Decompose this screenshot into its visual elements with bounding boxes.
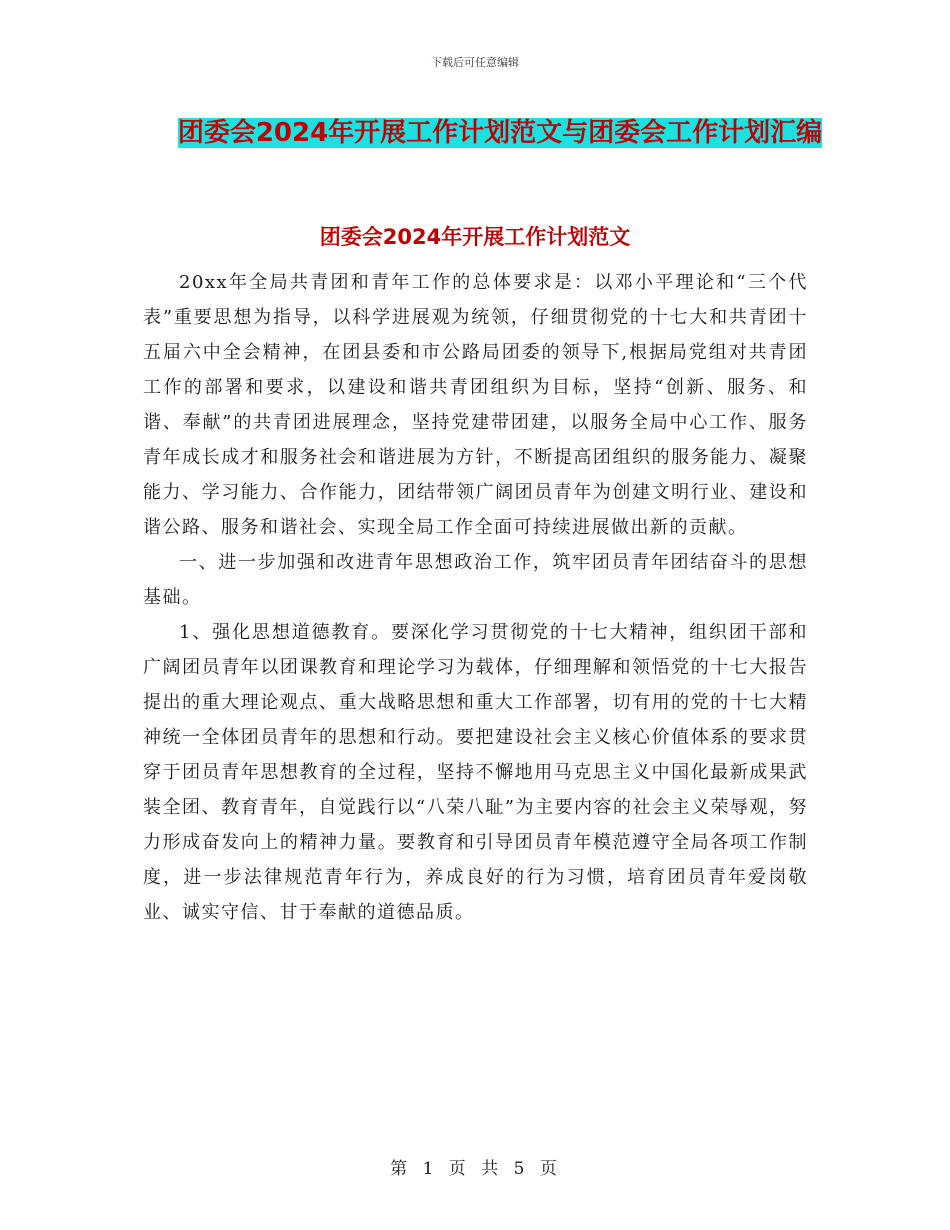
document-body — [143, 265, 808, 930]
page-footer: 第 1 页 共 5 页 — [390, 1159, 560, 1179]
page-header-note: 下载后可任意编辑 — [431, 56, 519, 69]
section-title: 团委会2024年开展工作计划范文 — [319, 225, 631, 249]
document-title-text: 团委会2024年开展工作计划范文与团委会工作计划汇编 — [177, 118, 823, 148]
paragraph: 1、强化思想道德教育。要深化学习贯彻党的十七大精神，组织团干部和广阔团员青年以团课教育和理论学习为载体，仔细理解和领悟党的十七大报告提出的重大理论观点、重大战略思想和重大工作部署，切有用的党的十七大精神统一全体团员青年的思想和行动。要把建设社会主义核心价值体系的要求贯穿于团员青年思想教育的全过程，坚持不懈地用马克思主义中国化最新成果武装全团、教育青年，自觉践行以“八荣八耻”为主要内容的社会主义荣辱观，努力形成奋发向上的精神力量。要教育和引导团员青年模范遵守全局各项工作制度，进一步法律规范青年行为，养成良好的行为习惯，培育团员青年爱岗敬业、诚实守信、甘于奉献的道德品质。 — [143, 622, 808, 923]
paragraph: 20xx年全局共青团和青年工作的总体要求是：以邓小平理论和“三个代表”重要思想为指导，以科学进展观为统领，仔细贯彻党的十七大和共青团十五届六中全会精神，在团县委和市公路局团委的领导下,根据局党组对共青团工作的部署和要求，以建设和谐共青团组织为目标，坚持“创新、服务、和谐、奉献”的共青团进展理念，坚持党建带团建，以服务全局中心工作、服务青年成长成才和服务社会和谐进展为方针，不断提高团组织的服务能力、凝聚能力、学习能力、合作能力，团结带领广阔团员青年为创建文明行业、建设和谐公路、服务和谐社会、实现全局工作全面可持续进展做出新的贡献。 — [143, 272, 808, 538]
paragraph: 一、进一步加强和改进青年思想政治工作，筑牢团员青年团结奋斗的思想基础。 — [143, 552, 808, 608]
document-title — [150, 110, 850, 156]
